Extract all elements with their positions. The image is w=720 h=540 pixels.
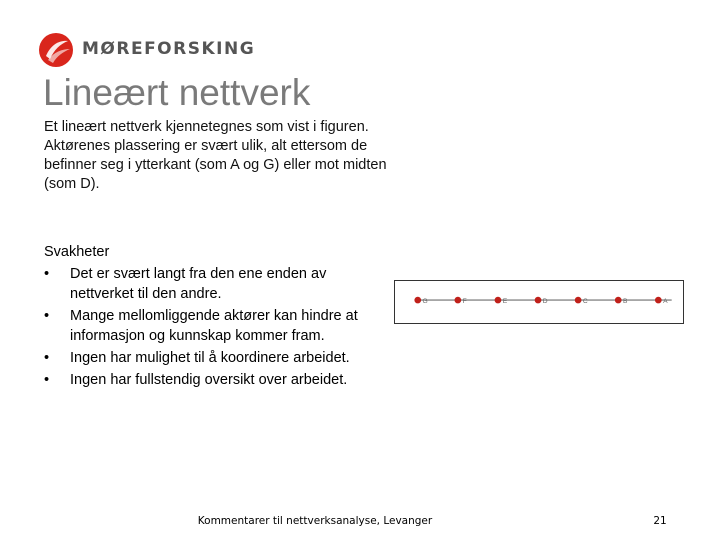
list-item-text: Ingen har fullstendig oversikt over arbeidet.: [70, 372, 348, 388]
list-item-text: Mange mellomliggende aktører kan hindre at informasjon og kunnskap kommer fram.: [70, 308, 358, 344]
brand-name: MØREFORSKING: [82, 39, 256, 59]
network-node-e: [495, 297, 502, 304]
network-node-b: [615, 297, 622, 304]
weaknesses-list: [44, 264, 389, 392]
list-item: [44, 306, 389, 346]
page-number: 21: [653, 515, 667, 527]
weaknesses-heading: Svakheter: [44, 244, 110, 260]
bullet-icon: •: [44, 350, 50, 366]
bullet-icon: •: [44, 372, 50, 388]
list-item: [44, 348, 389, 368]
network-node-c: [575, 297, 582, 304]
linear-network-figure: [394, 280, 684, 324]
network-node-label: F: [462, 297, 467, 305]
list-item: [44, 264, 389, 304]
bullet-icon: •: [44, 266, 50, 282]
network-node-label: B: [623, 297, 628, 305]
intro-paragraph: Et lineært nettverk kjennetegnes som vist i figuren. Aktørenes plassering er svært ulik, alt ettersom de befinner seg i ytterkant (som A og G) eller mot midten (som D).: [44, 119, 387, 192]
network-node-label: D: [542, 297, 548, 305]
bullet-icon: •: [44, 308, 50, 324]
network-node-label: A: [663, 297, 668, 305]
list-item-text: Ingen har mulighet til å koordinere arbeidet.: [70, 350, 350, 366]
brand-logo: [38, 32, 256, 68]
footer-text: Kommentarer til nettverksanalyse, Levanger: [197, 515, 433, 527]
network-node-label: G: [422, 297, 428, 305]
network-node-label: C: [582, 297, 588, 305]
network-diagram: [395, 281, 683, 323]
list-item: [44, 370, 389, 390]
network-node-a: [655, 297, 662, 304]
network-node-d: [535, 297, 542, 304]
moreforsking-logo-icon: [38, 32, 74, 68]
network-node-f: [455, 297, 462, 304]
network-node-label: E: [502, 297, 508, 305]
list-item-text: Det er svært langt fra den ene enden av nettverket til den andre.: [70, 266, 327, 302]
slide-title: Lineært nettverk: [43, 72, 311, 113]
network-node-g: [414, 297, 421, 304]
